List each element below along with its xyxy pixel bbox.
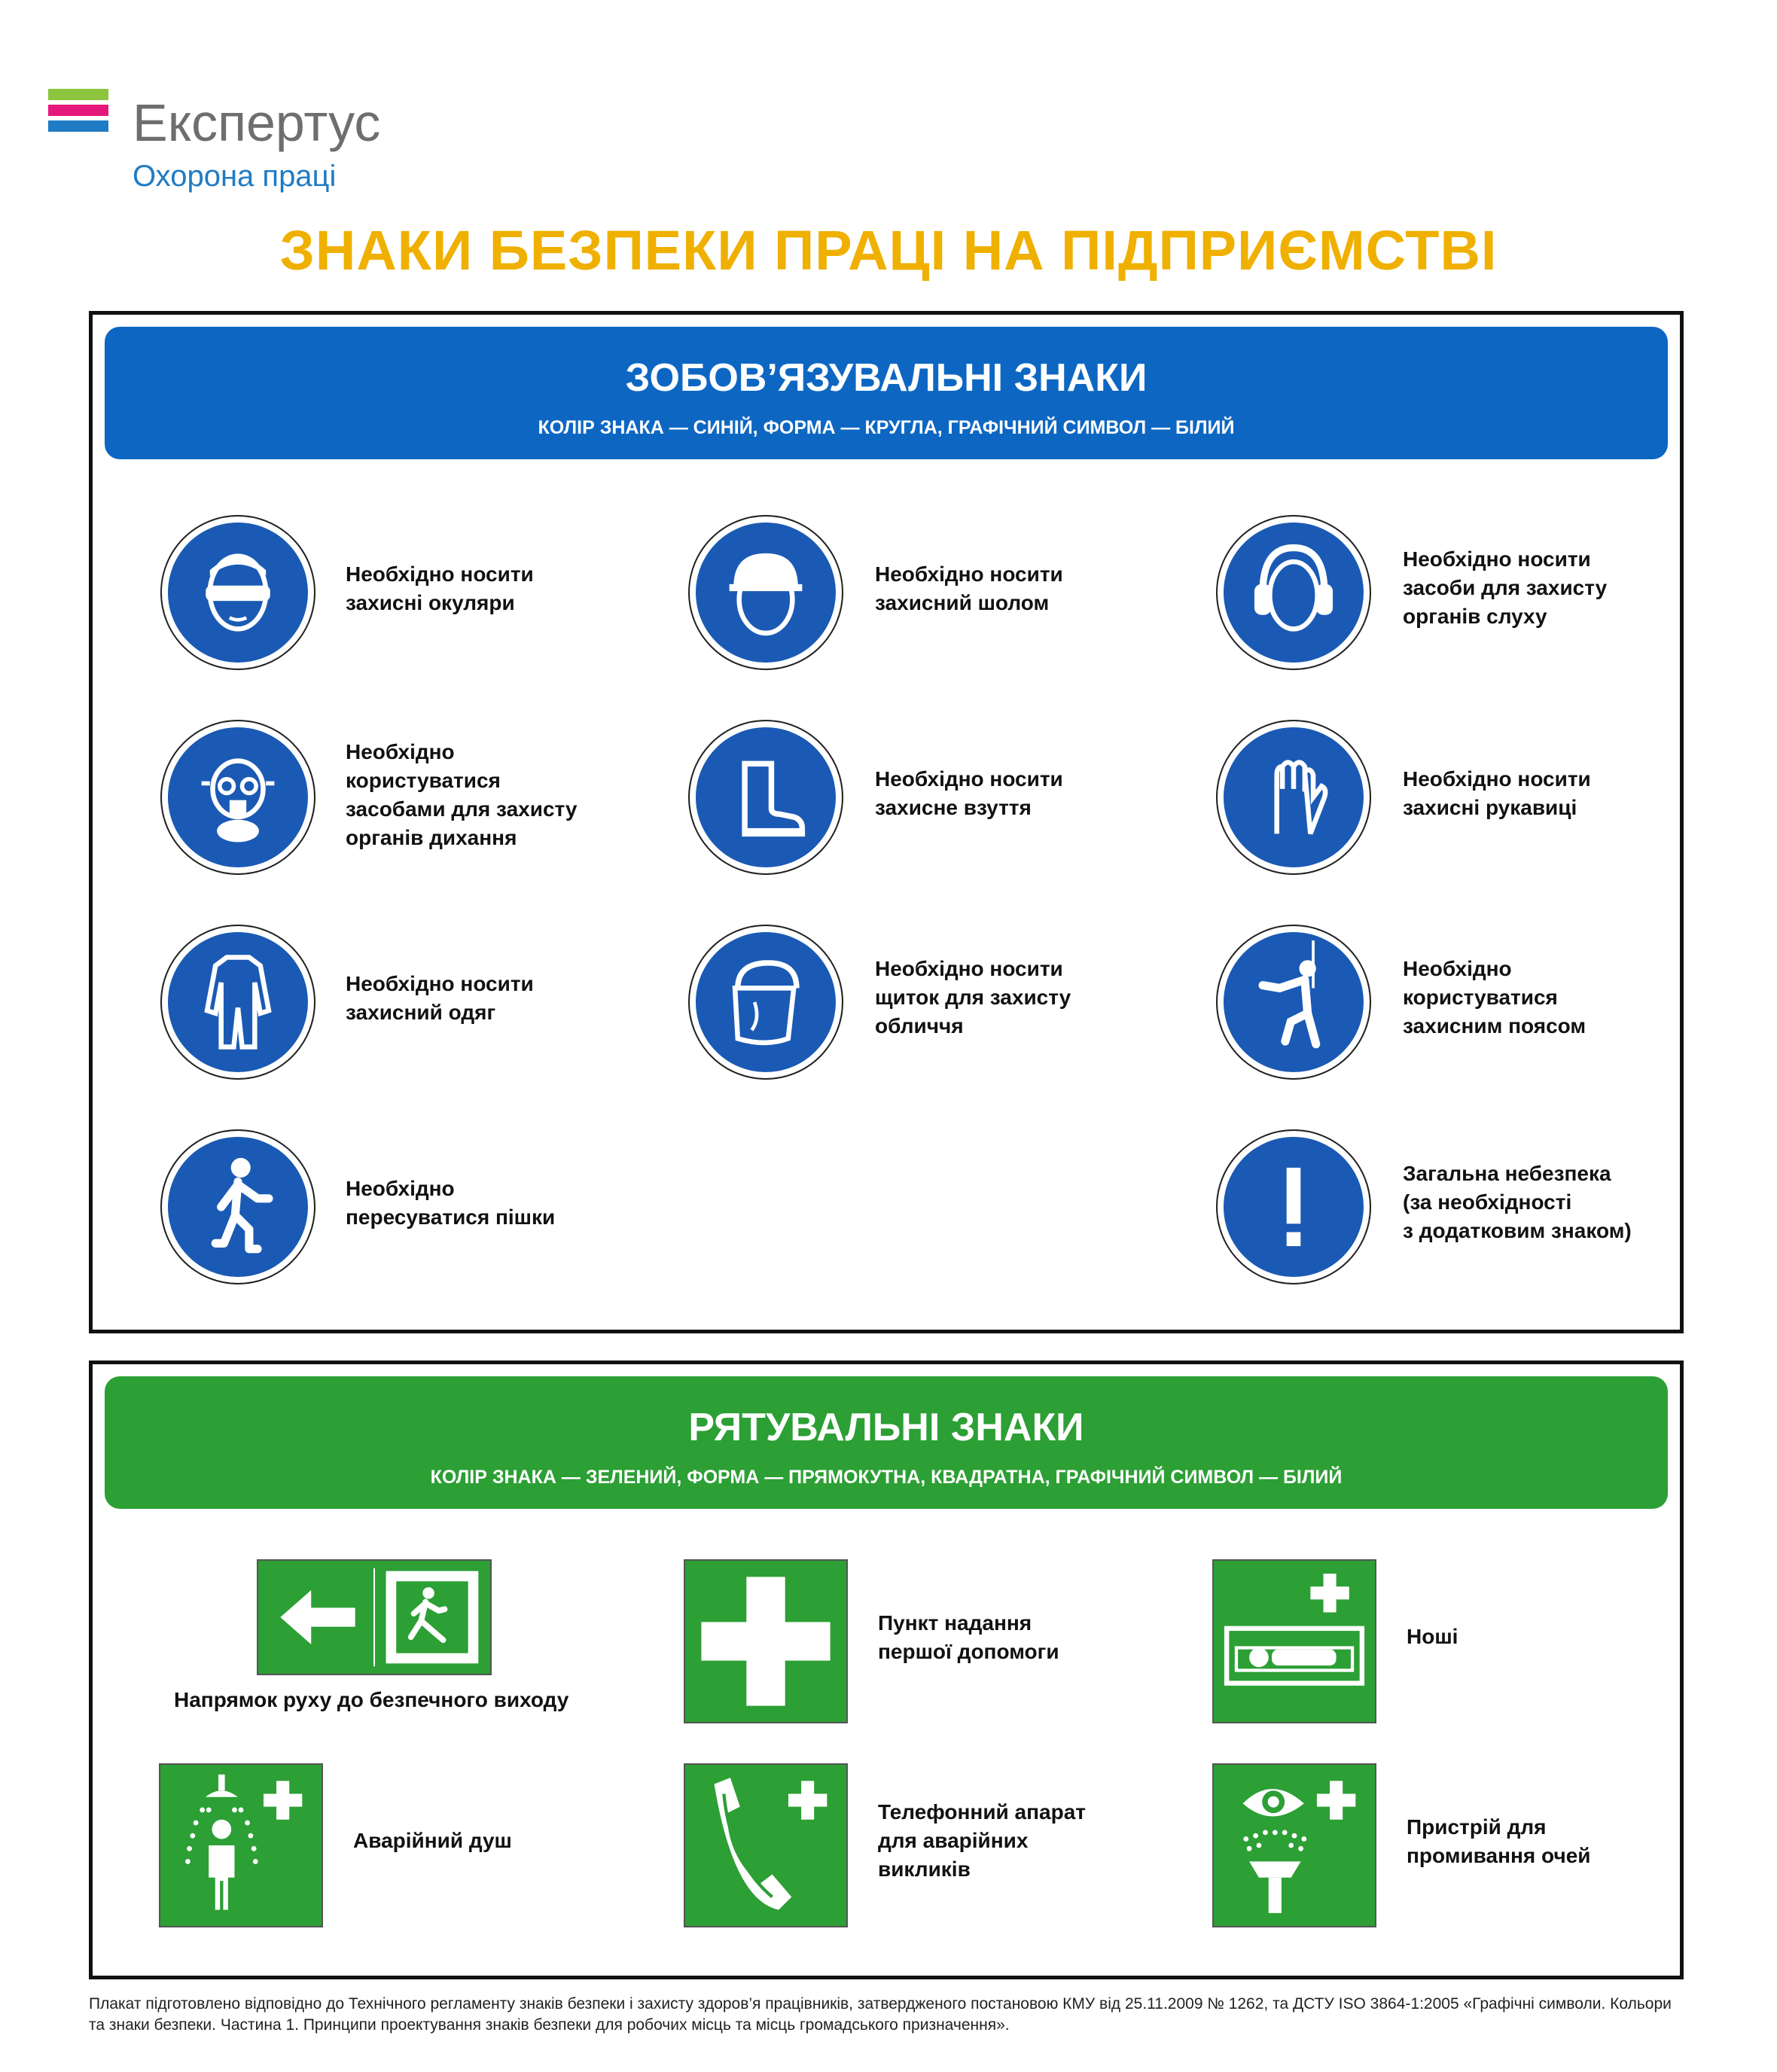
- face-shield-icon: [688, 925, 843, 1080]
- sign-label: Необхідно носити захисний одяг: [346, 972, 534, 1024]
- pedestrian-icon: [160, 1129, 315, 1284]
- logo-brand: Експертус: [133, 93, 381, 152]
- mandatory-description: КОЛІР ЗНАКА — СИНІЙ, ФОРМА — КРУГЛА, ГРАФІЧНИЙ СИМВОЛ — БІЛИЙ: [538, 417, 1235, 438]
- sign-label: Необхідно носити захисні рукавиці: [1403, 767, 1591, 819]
- sign-label: Ноші: [1407, 1625, 1458, 1648]
- gloves-icon: [1216, 720, 1371, 875]
- safety-glasses-icon: [160, 515, 315, 670]
- sign-label: Необхідно пересуватися пішки: [346, 1177, 556, 1229]
- sign-label: Пункт надання першої допомоги: [878, 1611, 1059, 1663]
- mandatory-title: ЗОБОВ’ЯЗУВАЛЬНІ ЗНАКИ: [625, 356, 1148, 400]
- emergency-shower-icon: [159, 1763, 323, 1927]
- rescue-description: КОЛІР ЗНАКА — ЗЕЛЕНИЙ, ФОРМА — ПРЯМОКУТНА, КВАДРАТНА, ГРАФІЧНИЙ СИМВОЛ — БІЛИЙ: [430, 1467, 1343, 1488]
- exclamation-icon: [1216, 1129, 1371, 1284]
- footnote: Плакат підготовлено відповідно до Технічного регламенту знаків безпеки і захисту здоров’я працівників, затвердженого постановою КМУ від 25.11.2009 № 1262, та ДСТУ ISO 3864-1:2005 «Графічні символи. Кольори та знаки безпеки. Частина 1. Принципи проектування знаків безпеки для робочих місць та місць громадського призначення».: [89, 1995, 1672, 2034]
- sign-label: Необхідно користуватися захисним поясом: [1403, 957, 1586, 1038]
- stretcher-icon: [1212, 1559, 1376, 1723]
- rescue-section: [89, 1361, 1684, 1979]
- exit-arrow-icon: [257, 1559, 492, 1675]
- sign-label: Телефонний апарат для аварійних викликів: [878, 1800, 1086, 1881]
- sign-label: Загальна небезпека (за необхідності з додатковим знаком): [1403, 1162, 1632, 1242]
- first-aid-icon: [684, 1559, 848, 1723]
- helmet-icon: [688, 515, 843, 670]
- protective-clothing-icon: [160, 925, 315, 1080]
- ear-protection-icon: [1216, 515, 1371, 670]
- logo-bar-green: [48, 89, 108, 100]
- safety-harness-icon: [1216, 925, 1371, 1080]
- eyewash-icon: [1212, 1763, 1376, 1927]
- sign-label: Необхідно користуватися засобами для захисту органів дихання: [346, 740, 578, 849]
- safety-boot-icon: [688, 720, 843, 875]
- logo-bar-blue: [48, 120, 108, 132]
- logo-bars: [48, 89, 108, 136]
- sign-label: Аварійний душ: [353, 1829, 512, 1852]
- mandatory-section: [89, 311, 1684, 1333]
- sign-label: Напрямок руху до безпечного виходу: [174, 1688, 569, 1711]
- sign-label: Необхідно носити захисний шолом: [875, 562, 1063, 614]
- logo-subtitle: Охорона праці: [133, 160, 337, 193]
- rescue-title: РЯТУВАЛЬНІ ЗНАКИ: [688, 1406, 1084, 1449]
- logo-bar-pink: [48, 105, 108, 116]
- page-title: ЗНАКИ БЕЗПЕКИ ПРАЦІ НА ПІДПРИЄМСТВІ: [279, 219, 1498, 282]
- mandatory-header: [105, 327, 1668, 459]
- respirator-icon: [160, 720, 315, 875]
- sign-label: Необхідно носити засоби для захисту органів слуху: [1403, 547, 1608, 628]
- sign-label: Необхідно носити захисне взуття: [875, 767, 1063, 819]
- rescue-header: [105, 1376, 1668, 1509]
- sign-label: Необхідно носити щиток для захисту обличчя: [875, 957, 1071, 1038]
- sign-label: Необхідно носити захисні окуляри: [346, 562, 534, 614]
- sign-label: Пристрій для промивання очей: [1407, 1815, 1591, 1867]
- emergency-phone-icon: [684, 1763, 848, 1927]
